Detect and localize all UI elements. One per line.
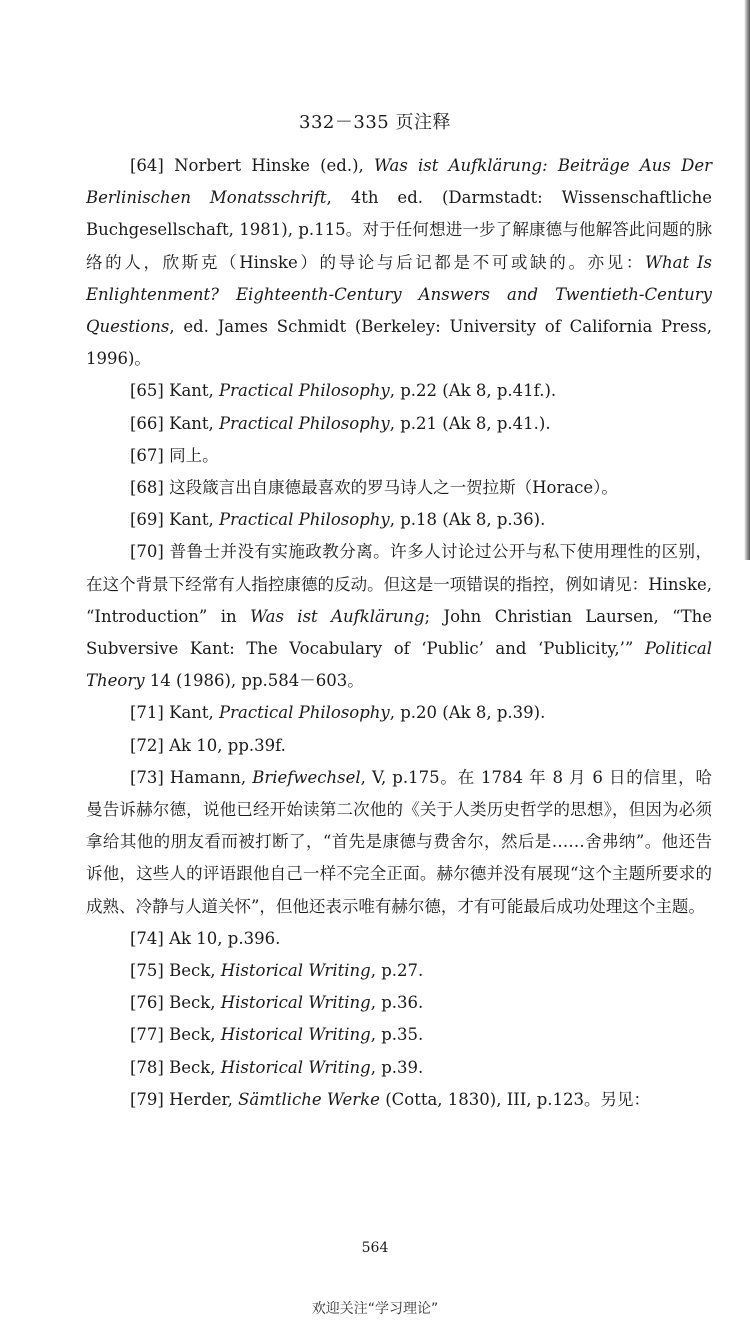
endnote [86, 730, 712, 762]
endnote [86, 1019, 712, 1051]
running-header: 332－335 页注释 [299, 112, 451, 133]
endnote-title-italic: Sämtliche Werke [238, 1089, 380, 1109]
endnote [86, 472, 712, 504]
endnote-text: , p.36. [370, 993, 424, 1013]
endnote-text: , p.21 (Ak 8, p.41.). [389, 413, 551, 433]
endnote-title-italic: What Is Enlightenment? Eighteenth-Century Answers and Twentieth-Century Questions [86, 252, 712, 337]
endnote [86, 987, 712, 1019]
endnote-number: [65] [130, 381, 164, 401]
endnote [86, 504, 712, 536]
endnote-number: [67] [130, 445, 164, 465]
endnote-text: ; John Christian Laursen, “The Subversive Kant: The Vocabulary of ‘Public’ and ‘Publicity,’” [86, 606, 712, 659]
endnote-text: Hamann, [163, 767, 253, 787]
endnote [86, 408, 712, 440]
endnote [86, 697, 712, 729]
endnote-number: [78] [130, 1057, 164, 1077]
endnote-number: [71] [130, 703, 164, 723]
endnote-title-italic: Briefwechsel [252, 767, 361, 787]
endnote-title-italic: Historical Writing [220, 961, 371, 981]
endnote-text: , p.35. [370, 1025, 424, 1045]
endnote-number: [74] [130, 928, 164, 948]
endnote-text: Ak 10, p.396. [163, 928, 281, 948]
page-edge-shadow [744, 0, 750, 560]
endnote-title-italic: Practical Philosophy [219, 703, 390, 723]
endnote-number: [64] [130, 156, 164, 175]
watermark-footer: 欢迎关注“学习理论” [311, 1301, 439, 1317]
endnote-number: [66] [130, 413, 164, 433]
endnote-number: [68] [130, 478, 164, 498]
endnote-title-italic: Was ist Aufklärung [250, 606, 425, 626]
endnotes-list [86, 150, 712, 1116]
endnote [86, 440, 712, 472]
endnote-number: [77] [130, 1025, 164, 1045]
endnote-text: 普鲁士并没有实施政教分离。许多人讨论过公开与私下使用理性的区别，在这个背景下经常有人指控康德的反动。但这是一项错误的指控，例如请见：Hinske, “Introduction” in [86, 542, 712, 626]
endnote-number: [76] [130, 993, 164, 1013]
endnote-text: Ak 10, pp.39f. [163, 735, 286, 755]
endnote-text: , ed. James Schmidt (Berkeley: University of California Press, 1996)。 [86, 317, 712, 369]
endnote [86, 955, 712, 987]
endnote-title-italic: Historical Writing [220, 1025, 371, 1045]
endnote-text: , p.27. [370, 961, 424, 981]
endnote-text: , p.18 (Ak 8, p.36). [389, 510, 546, 530]
endnote [86, 762, 712, 923]
endnote-text: Beck, [163, 993, 221, 1013]
endnote-text: , p.22 (Ak 8, p.41f.). [389, 381, 557, 401]
endnote [86, 150, 712, 375]
endnote-title-italic: Practical Philosophy [219, 510, 390, 530]
endnote-title-italic: Historical Writing [220, 1057, 371, 1077]
endnote-number: [72] [130, 735, 164, 755]
endnote-title-italic: Political Theory [86, 639, 712, 691]
page-number: 564 [361, 1240, 389, 1256]
endnote-text: , p.20 (Ak 8, p.39). [389, 703, 546, 723]
endnote-text: , 4th ed. (Darmstadt: Wissenschaftliche Buchgesellschaft, 1981), p.115。对于任何想进一步了解康德与他解答此问题的脉络的人，欣斯克（Hinske）的导论与后记都是不可或缺的。亦见： [86, 188, 712, 272]
endnote [86, 923, 712, 955]
endnote-text: , V, p.175。在 1784 年 8 月 6 日的信里，哈曼告诉赫尔德，说他已经开始读第二次他的《关于人类历史哲学的思想》，但因为必须拿给其他的朋友看而被打断了，“首先是康德与费舍尔，然后是……舍弗纳”。他还告诉他，这些人的评语跟他自己一样不完全正面。赫尔德并没有展现“这个主题所要求的成熟、冷静与人道关怀”，但他还表示唯有赫尔德，才有可能最后成功处理这个主题。 [86, 767, 712, 916]
endnote-text: Herder, [163, 1089, 239, 1109]
endnote-text: 14 (1986), pp.584－603。 [144, 671, 364, 691]
endnote-number: [75] [130, 961, 164, 981]
endnote-text: Kant, [163, 510, 220, 530]
endnote [86, 375, 712, 407]
endnote-text: , p.39. [370, 1057, 424, 1077]
endnote-title-italic: Practical Philosophy [219, 381, 390, 401]
endnote-text: Kant, [163, 703, 220, 723]
endnote-text: Norbert Hinske (ed.), [163, 156, 374, 175]
endnote-number: [79] [130, 1089, 164, 1109]
endnote-title-italic: Was ist Aufklärung: Beiträge Aus Der Berlinischen Monatsschrift [86, 156, 712, 208]
endnote-text: Beck, [163, 1025, 221, 1045]
endnote [86, 1052, 712, 1084]
endnote-text: Beck, [163, 961, 221, 981]
endnote-text: 同上。 [163, 445, 219, 465]
endnote-number: [70] [130, 542, 164, 562]
endnote-text: Kant, [163, 381, 220, 401]
endnote-text: 这段箴言出自康德最喜欢的罗马诗人之一贺拉斯（Horace）。 [163, 478, 618, 498]
endnote-text: Kant, [163, 413, 220, 433]
endnote-title-italic: Historical Writing [220, 993, 371, 1013]
endnote [86, 536, 712, 697]
endnote [86, 1084, 712, 1116]
endnote-title-italic: Practical Philosophy [219, 413, 390, 433]
endnote-text: (Cotta, 1830), III, p.123。另见： [379, 1089, 651, 1109]
endnote-number: [69] [130, 510, 164, 530]
endnote-text: Beck, [163, 1057, 221, 1077]
endnote-number: [73] [130, 767, 164, 787]
